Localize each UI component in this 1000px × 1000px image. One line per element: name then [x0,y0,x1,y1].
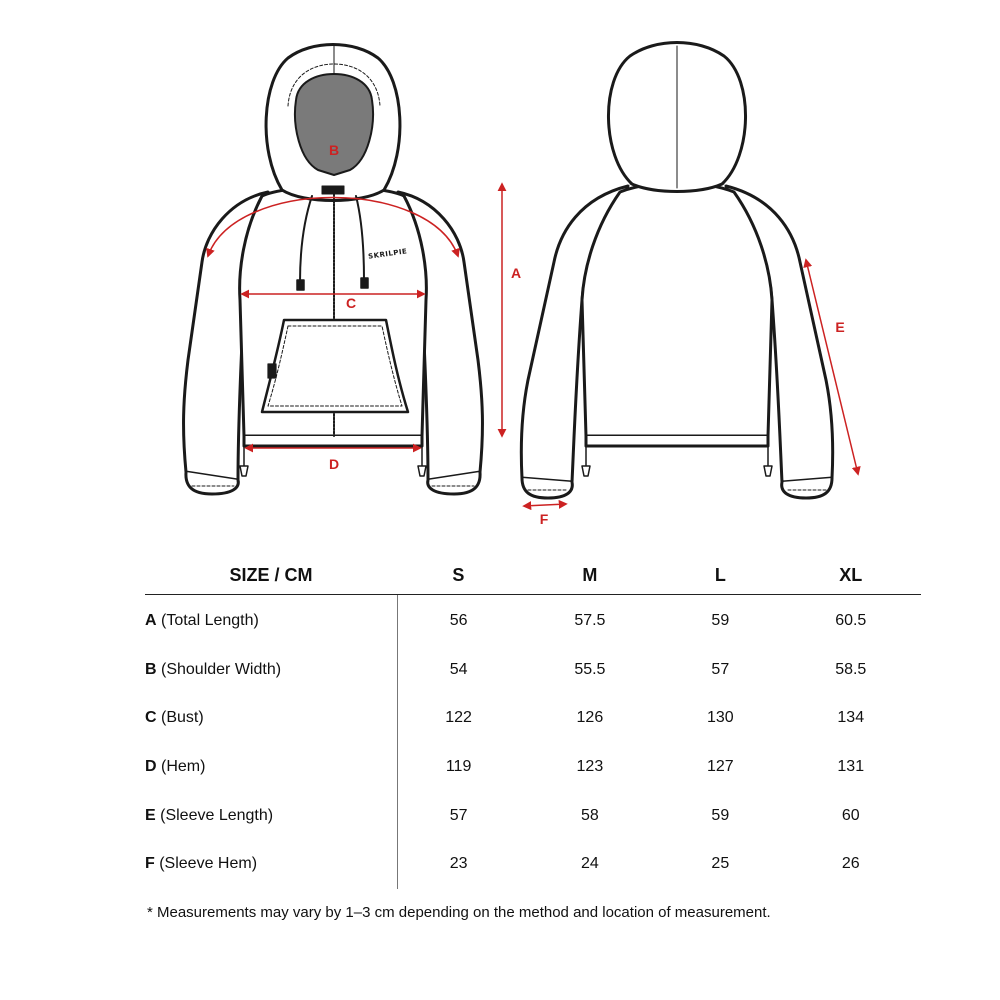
header-size-m: M [520,556,660,595]
brand-logo: SKRILPIE [367,247,408,261]
row-label [145,791,397,840]
table-row [145,694,921,743]
table-cell: 55.5 [574,660,606,678]
table-row [145,743,921,792]
row-letter: A [145,612,157,630]
table-cell: 134 [837,709,865,727]
row-letter: B [145,660,157,678]
back-view [521,43,833,499]
table-cell: 57 [449,806,468,824]
table-cell: 24 [580,855,599,873]
row-name: (Hem) [156,758,206,776]
header-size-label: SIZE / CM [145,556,397,595]
front-view [184,45,483,495]
marker-c: C [345,295,357,311]
row-label [145,595,397,646]
size-chart-table [145,556,921,889]
table-cell: 23 [449,855,468,873]
header-size-s: S [397,556,520,595]
hood-lining [295,74,373,175]
table-cell: 26 [841,855,860,873]
header-size-xl: XL [781,556,921,595]
back-body [582,183,772,436]
marker-a: A [510,265,522,281]
row-label [145,840,397,889]
row-letter: D [145,758,157,776]
table-cell: 131 [837,758,865,776]
table-row [145,791,921,840]
table-cell: 57 [711,660,730,678]
front-pocket [262,320,408,412]
table-cell: 126 [576,709,604,727]
table-row [145,840,921,889]
table-row [145,646,921,695]
row-label [145,743,397,792]
row-letter: F [145,855,155,873]
table-cell: 59 [711,612,730,630]
table-cell: 130 [706,709,734,727]
row-label [145,646,397,695]
row-name: (Shoulder Width) [156,660,282,678]
table-row [145,595,921,646]
table-cell: 25 [711,855,730,873]
table-cell: 57.5 [574,612,606,630]
table-header-row [145,556,921,595]
row-name: (Sleeve Length) [155,806,274,824]
header-size-l: L [660,556,780,595]
marker-b: B [328,142,340,158]
table-cell: 127 [706,758,734,776]
row-name: (Sleeve Hem) [154,855,258,873]
row-letter: E [145,806,156,824]
table-cell: 123 [576,758,604,776]
table-cell: 58 [580,806,599,824]
row-label [145,694,397,743]
table-cell: 60.5 [835,612,867,630]
table-cell: 122 [445,709,472,727]
measurement-footnote: * Measurements may vary by 1–3 cm depending on the method and location of measurement. [147,904,771,921]
row-letter: C [145,709,157,727]
row-name: (Bust) [156,709,204,727]
table-cell: 59 [711,806,730,824]
table-cell: 56 [449,612,468,630]
marker-f: F [539,511,549,527]
measure-f-line [524,504,566,506]
table-cell: 60 [841,806,860,824]
marker-e: E [835,319,845,335]
table-cell: 58.5 [835,660,867,678]
row-name: (Total Length) [156,612,259,630]
table-cell: 54 [449,660,468,678]
marker-d: D [328,456,340,472]
table-cell: 119 [445,758,472,776]
